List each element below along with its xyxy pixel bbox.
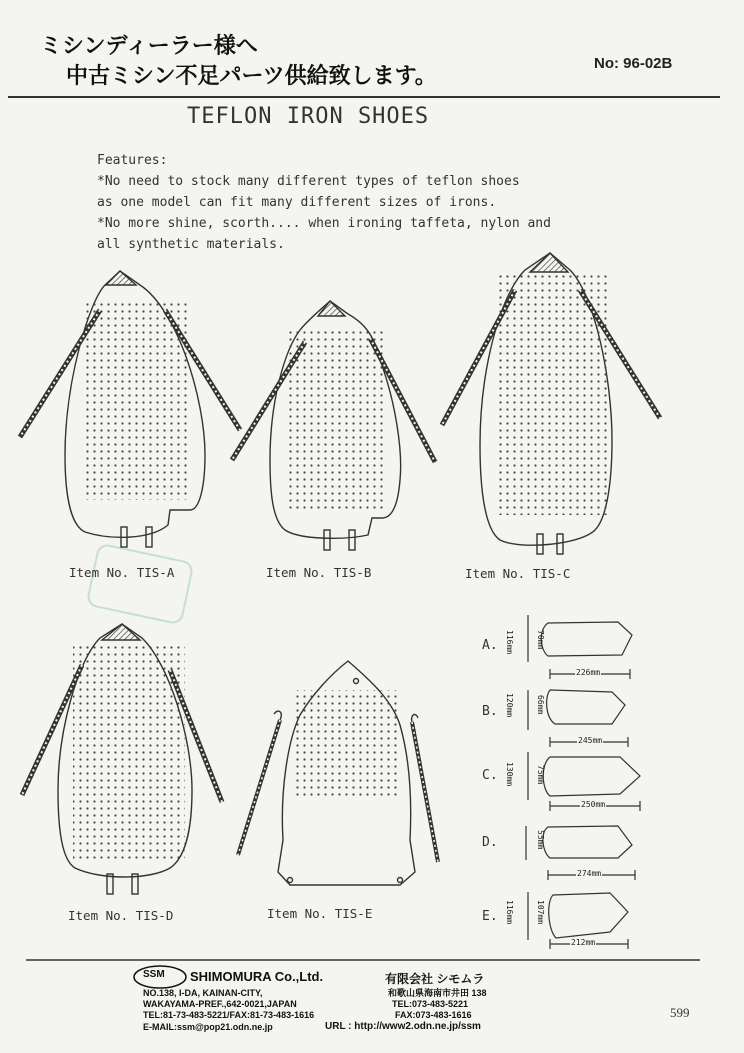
- size-height-c: 130mm: [505, 762, 514, 787]
- size-width-b: 245mm: [578, 736, 603, 745]
- shoe-tis-b: [232, 301, 435, 550]
- caption-tis-e: Item No. TIS-E: [267, 906, 373, 921]
- shoe-tis-e: [238, 661, 438, 885]
- size-height-a: 116mm: [505, 630, 514, 655]
- caption-tis-d: Item No. TIS-D: [68, 908, 174, 923]
- features-line: as one model can fit many different sizes of irons.: [97, 195, 497, 210]
- features-line: *No more shine, scorth.... when ironing taffeta, nylon and: [97, 216, 551, 231]
- company-fax-jp: FAX:073-483-1616: [395, 1010, 472, 1020]
- company-tel-jp: TEL:073-483-5221: [392, 999, 469, 1009]
- size-width-a: 226mm: [576, 668, 601, 677]
- company-url[interactable]: URL : http://www2.odn.ne.jp/ssm: [325, 1021, 481, 1032]
- caption-tis-a: Item No. TIS-A: [69, 565, 175, 580]
- size-letter-d: D.: [482, 835, 498, 850]
- document-number: No: 96-02B: [594, 55, 673, 72]
- size-height2-a: 70mm: [536, 630, 545, 650]
- rubber-stamp: [87, 544, 194, 625]
- features-heading: Features:: [97, 153, 168, 168]
- caption-tis-b: Item No. TIS-B: [266, 565, 372, 580]
- page-title: TEFLON IRON SHOES: [187, 104, 430, 129]
- size-letter-a: A.: [482, 638, 498, 653]
- shoe-tis-a: [20, 271, 240, 547]
- size-letter-e: E.: [482, 909, 498, 924]
- features-line: all synthetic materials.: [97, 237, 285, 252]
- size-height-b: 120mm: [505, 693, 514, 718]
- size-width-c: 250mm: [581, 800, 606, 809]
- features-line: *No need to stock many different types of teflon shoes: [97, 174, 520, 189]
- company-name-jp: 有限会社 シモムラ: [385, 972, 485, 986]
- size-height-e: 116mm: [505, 900, 514, 925]
- size-height2-c: 75mm: [536, 765, 545, 785]
- size-height2-e: 107mm: [536, 900, 545, 925]
- size-width-d: 274mm: [577, 869, 602, 878]
- size-height-d: 55mm: [536, 830, 545, 850]
- company-address-jp: 和歌山県海南市井田 138: [388, 988, 487, 998]
- size-width-e: 212mm: [571, 938, 596, 947]
- size-height2-b: 66mm: [536, 695, 545, 715]
- size-letter-c: C.: [482, 768, 498, 783]
- company-email[interactable]: E-MAIL:ssm@pop21.odn.ne.jp: [143, 1022, 273, 1032]
- company-name-en: SHIMOMURA Co.,Ltd.: [190, 969, 324, 984]
- page-number: 599: [670, 1005, 690, 1020]
- header-jp-line1: ミシンディーラー様へ: [40, 34, 258, 59]
- company-tel-fax: TEL:81-73-483-5221/FAX:81-73-483-1616: [143, 1010, 315, 1020]
- size-letter-b: B.: [482, 704, 498, 719]
- company-address-2: WAKAYAMA-PREF.,642-0021,JAPAN: [143, 999, 297, 1009]
- company-address-1: NO.138, I-DA, KAINAN-CITY,: [143, 988, 263, 998]
- shoe-tis-c: [442, 253, 660, 554]
- caption-tis-c: Item No. TIS-C: [465, 566, 571, 581]
- header-jp-line2: 中古ミシン不足パーツ供給致します。: [66, 64, 437, 89]
- shoe-tis-d: [22, 624, 222, 894]
- company-logo: SSM: [143, 969, 165, 980]
